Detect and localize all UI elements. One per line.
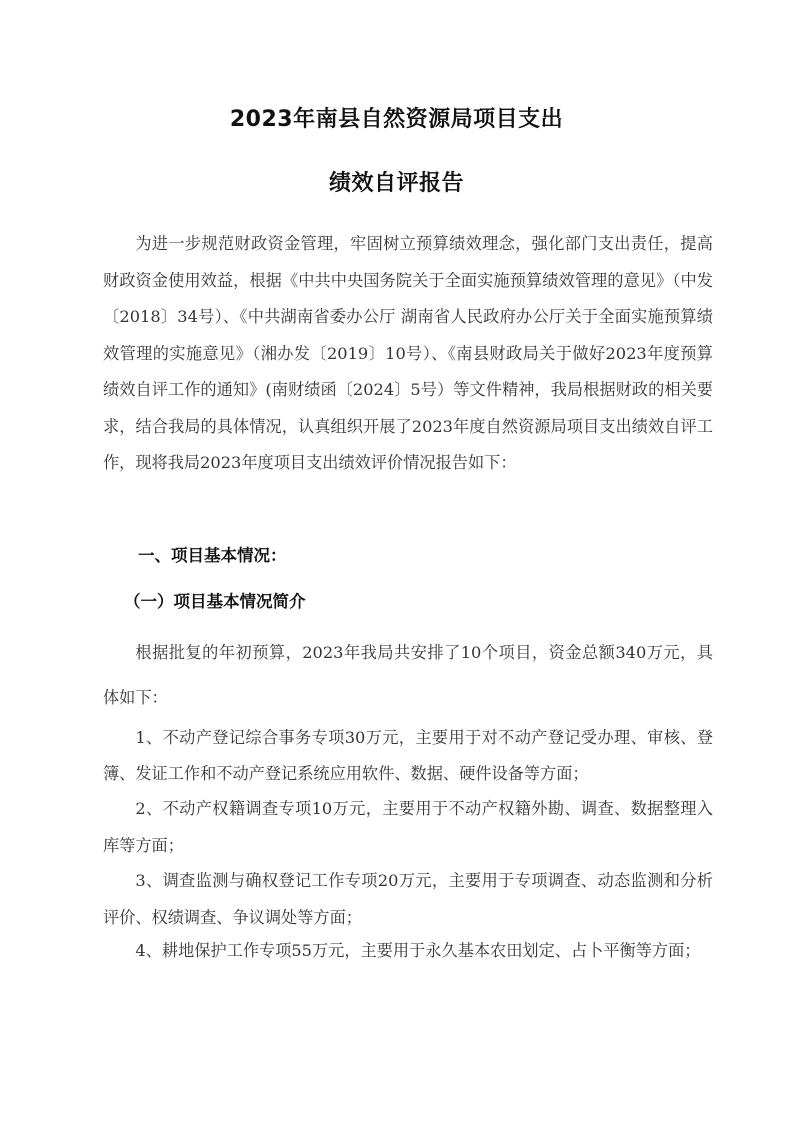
intro-paragraph: 为进一步规范财政资金管理，牢固树立预算绩效理念，强化部门支出责任，提高财政资金使用效益，根据《中共中央国务院关于全面实施预算绩效管理的意见》（中发〔2018〕34号）、《中共湖南省委办公厅 湖南省人民政府办公厅关于全面实施预算绩效管理的实施意见》（湘办发〔2019〕10号）、《南县财政局关于做好2023年度预算绩效自评工作的通知》(南财绩函〔2024〕5号）等文件精神，我局根据财政的相关要求，结合我局的具体情况，认真组织开展了2023年度自然资源局项目支出绩效自评工作，现将我局2023年度项目支出绩效评价情况报告如下： [103, 234, 713, 472]
section-heading: 一、项目基本情况： [138, 546, 287, 565]
document-title-line-1: 2023年南县自然资源局项目支出 [229, 107, 564, 132]
list-item-4: 4、耕地保护工作专项55万元，主要用于永久基本农田划定、占卜平衡等方面； [135, 941, 701, 960]
list-item-1: 1、不动产登记综合事务专项30万元，主要用于对不动产登记受办理、审核、登簿、发证工作和不动产登记系统应用软件、数据、硬件设备等方面； [103, 728, 713, 783]
budget-paragraph: 根据批复的年初预算，2023年我局共安排了10个项目，资金总额340万元，具体如下： [103, 643, 713, 707]
list-item-3: 3、调查监测与确权登记工作专项20万元，主要用于专项调查、动态监测和分析评价、权绩调查、争议调处等方面； [103, 871, 713, 927]
list-item-2: 2、不动产权籍调查专项10万元，主要用于不动产权籍外勘、调查、数据整理入库等方面； [103, 799, 713, 855]
subsection-heading: （一）项目基本情况简介 [124, 592, 306, 611]
document-title-line-2: 绩效自评报告 [328, 171, 464, 196]
